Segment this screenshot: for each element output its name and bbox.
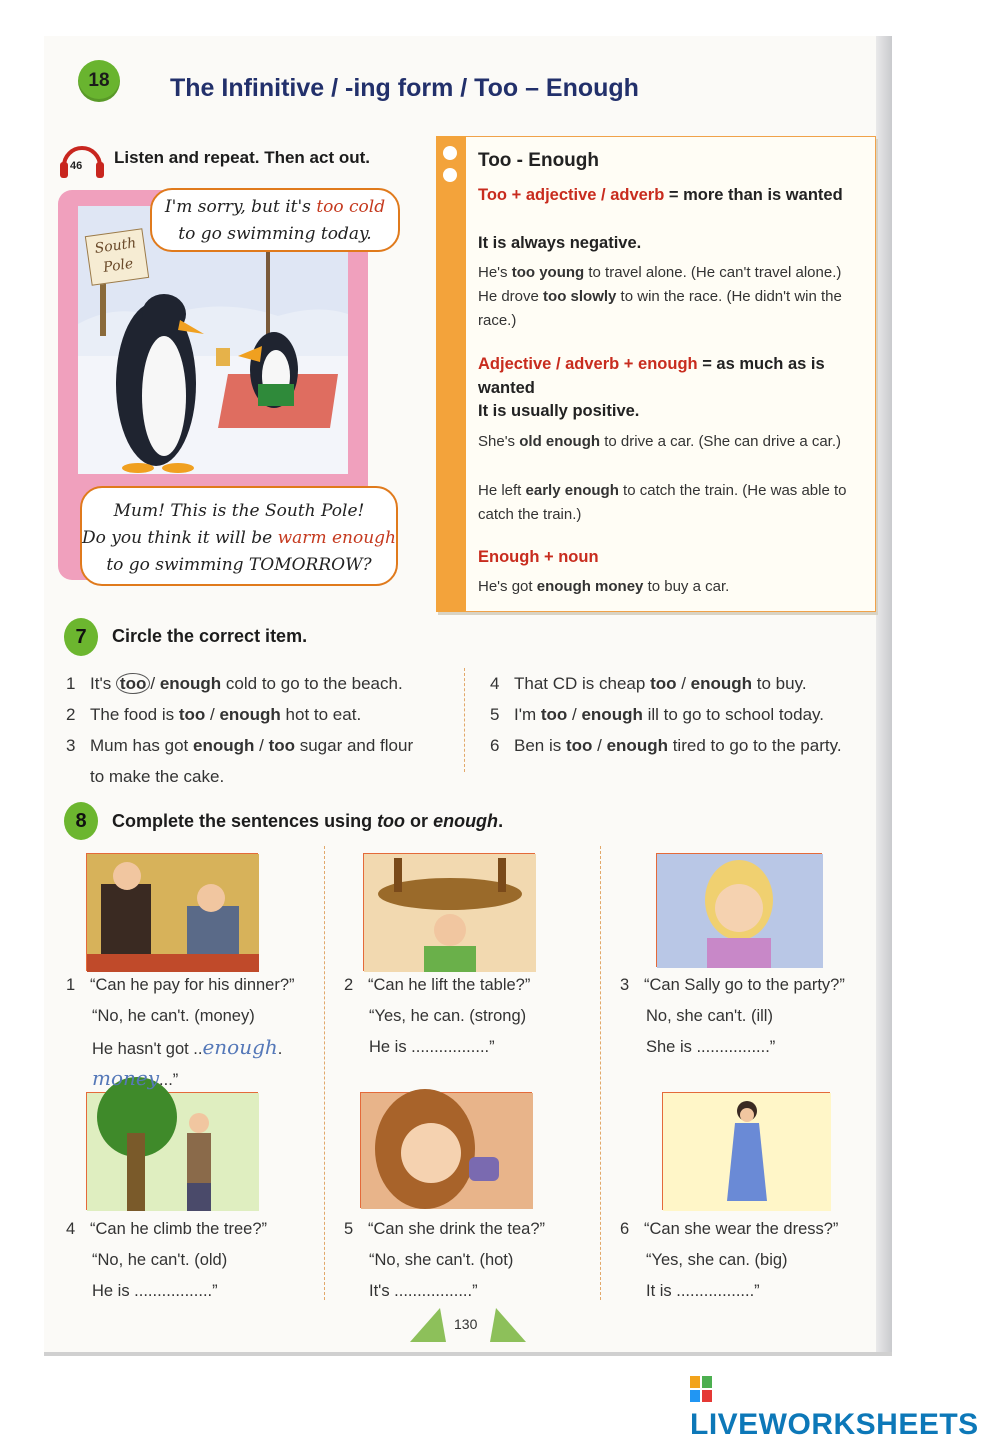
example-1: [478, 261, 870, 285]
sentence-text: He hasn't got ..: [92, 1040, 203, 1058]
ex7-item-5: [490, 699, 824, 730]
ex8-item-6-question: [620, 1214, 838, 1245]
ex8-item-3-question: [620, 970, 845, 1001]
item-number: 6: [620, 1220, 630, 1238]
waiter-picture: [86, 853, 258, 971]
option-too[interactable]: too: [540, 705, 568, 724]
question-text: “Can he pay for his dinner?”: [90, 976, 295, 994]
item-number: 5: [490, 705, 500, 724]
ex7-item-3-cont: to make the cake.: [90, 767, 225, 786]
ex8-item-5-question: [344, 1214, 545, 1245]
item-text: sugar and flour: [295, 736, 414, 755]
rule-too: [478, 183, 863, 207]
ex-text: He left: [478, 482, 526, 499]
speech-bubble-bottom: [80, 486, 398, 586]
table-lift-picture: [363, 853, 535, 971]
rule-enough: [478, 352, 863, 400]
question-text: “Can she drink the tea?”: [368, 1220, 546, 1238]
question-text: “Can he climb the tree?”: [90, 1220, 267, 1238]
title-italic: too: [377, 811, 406, 831]
bubble-bottom-line-3: to go swimming TOMORROW?: [106, 555, 372, 575]
ex-text: He drove: [478, 288, 544, 305]
item-text: hot to eat.: [280, 705, 362, 724]
south-pole-sign: [85, 228, 149, 286]
column-divider: [600, 846, 601, 1300]
item-number: 3: [620, 976, 630, 994]
title-text: or: [405, 811, 434, 831]
sign-line-2: Pole: [102, 255, 135, 276]
page-edge: [876, 36, 892, 1354]
item-text: Mum has got: [90, 736, 193, 755]
bubble-text: Do you think it will be: [82, 528, 278, 548]
unit-number-badge: [78, 60, 120, 102]
item-text: I'm: [514, 705, 541, 724]
bubble-highlight: warm enough: [277, 528, 396, 548]
item-number: 5: [344, 1220, 354, 1238]
column-divider: [464, 668, 465, 772]
item-number: 1: [66, 674, 76, 693]
item-text: The food is: [90, 705, 179, 724]
ex8-item-6-sentence[interactable]: It is .................”: [646, 1282, 760, 1300]
rule-enough-noun: Enough + noun: [478, 548, 599, 566]
ex8-item-5-answer: “No, she can't. (hot): [369, 1251, 514, 1269]
option-enough[interactable]: enough: [219, 705, 281, 724]
item-text: cold to go to the beach.: [221, 674, 403, 693]
ex-text: to catch the train. (He was able to catch the train.): [478, 482, 847, 523]
separator: /: [592, 736, 607, 755]
sick-girl-illustration: [657, 854, 823, 968]
page-bottom-edge: [44, 1352, 892, 1356]
exercise-8-badge: [64, 802, 98, 840]
ex7-item-3: [66, 730, 413, 761]
table-lift-illustration: [364, 854, 536, 972]
dress-girl-illustration: [663, 1093, 831, 1211]
ex8-item-2-sentence[interactable]: He is .................”: [369, 1038, 495, 1056]
ex-text: to travel alone. (He can't travel alone.): [584, 264, 842, 281]
bubble-top-line-2: to go swimming today.: [178, 224, 372, 244]
ex8-item-1-answer: “No, he can't. (money): [92, 1007, 255, 1025]
ex7-item-6: [490, 730, 842, 761]
item-text: It's: [90, 674, 116, 693]
ex8-item-1-sentence-cont: [92, 1063, 178, 1096]
separator: /: [567, 705, 582, 724]
ex-text: to win the race. (He didn't win the race.): [478, 288, 842, 329]
tea-girl-illustration: [361, 1093, 533, 1209]
logo-text: LIVEWORKSHEETS: [690, 1408, 979, 1441]
option-too[interactable]: too: [565, 736, 593, 755]
option-enough[interactable]: enough: [193, 736, 255, 755]
separator: /: [150, 674, 160, 693]
unit-title: The Infinitive / -ing form / Too – Enough: [170, 74, 639, 102]
ex-bold: too slowly: [543, 288, 617, 305]
sign-line-1: South: [93, 235, 138, 257]
ex-bold: early enough: [525, 482, 619, 499]
answer-field[interactable]: enough: [202, 1035, 278, 1059]
item-text: to buy.: [752, 674, 807, 693]
title-italic: enough: [433, 811, 499, 831]
question-text: “Can she wear the dress?”: [644, 1220, 839, 1238]
question-text: “Can he lift the table?”: [368, 976, 531, 994]
bubble-text: I'm sorry, but it's: [164, 197, 317, 217]
tea-girl-picture: [360, 1092, 532, 1208]
item-text: tired to go to the party.: [667, 736, 842, 755]
column-divider: [324, 846, 325, 1300]
rule-formula: Too + adjective / adverb: [478, 186, 665, 204]
option-too[interactable]: too: [178, 705, 206, 724]
title-text: .: [498, 811, 504, 831]
item-text: ill to go to school today.: [642, 705, 824, 724]
ex-text: to buy a car.: [643, 578, 730, 595]
ex8-item-1-question: [66, 970, 295, 1001]
option-too-circled[interactable]: too: [116, 673, 150, 694]
item-text: That CD is cheap: [514, 674, 651, 693]
example-2: [478, 285, 870, 333]
track-number: 46: [70, 160, 83, 172]
ex-text: He's: [478, 264, 512, 281]
ex8-item-3-answer: No, she can't. (ill): [646, 1007, 773, 1025]
speech-bubble-top: [150, 188, 400, 252]
rule-too-note: It is always negative.: [478, 234, 642, 252]
item-number: 6: [490, 736, 500, 755]
rule-enough-note: It is usually positive.: [478, 402, 640, 420]
liveworksheets-logo: [690, 1374, 1000, 1442]
waiter-illustration: [87, 854, 259, 972]
item-number: 4: [66, 1220, 76, 1238]
item-number: 4: [490, 674, 500, 693]
ex8-item-3-sentence[interactable]: She is ................”: [646, 1038, 776, 1056]
ex8-item-5-sentence[interactable]: It's .................”: [369, 1282, 478, 1300]
strip-dot: [443, 168, 457, 182]
rule-meaning: = as much as is wanted: [478, 355, 825, 397]
question-text: “Can Sally go to the party?”: [644, 976, 845, 994]
ex8-item-4-sentence[interactable]: He is .................”: [92, 1282, 218, 1300]
exercise-number: 8: [75, 809, 87, 832]
exercise-number: 7: [75, 625, 87, 648]
ex7-item-1: [66, 668, 403, 699]
separator: /: [205, 705, 220, 724]
item-number: 3: [66, 736, 76, 755]
ex8-item-6-answer: “Yes, she can. (big): [646, 1251, 788, 1269]
option-enough[interactable]: enough: [606, 736, 668, 755]
strip-dot: [443, 146, 457, 160]
example-3: [478, 430, 870, 454]
separator: /: [254, 736, 269, 755]
option-enough[interactable]: enough: [581, 705, 643, 724]
example-4: [478, 479, 870, 527]
ex-text: He's got: [478, 578, 537, 595]
ex8-item-2-question: [344, 970, 530, 1001]
separator: /: [676, 674, 691, 693]
option-too[interactable]: too: [268, 736, 295, 755]
ex-bold: old enough: [519, 433, 601, 450]
rule-formula: Adjective / adverb + enough: [478, 355, 698, 373]
ex-bold: enough money: [536, 578, 644, 595]
grammar-box-strip: [436, 136, 466, 612]
exercise-7-badge: [64, 618, 98, 656]
ex8-item-1-sentence: [92, 1032, 282, 1065]
ex8-item-4-question: [66, 1214, 267, 1245]
item-number: 2: [344, 976, 354, 994]
ex8-item-4-answer: “No, he can't. (old): [92, 1251, 228, 1269]
option-enough[interactable]: enough: [159, 674, 222, 693]
liveworksheets-mark-icon: [690, 1376, 712, 1402]
answer-field[interactable]: money: [92, 1066, 160, 1090]
option-too[interactable]: too: [650, 674, 677, 693]
unit-number: 18: [88, 70, 110, 91]
exercise-7-title: Circle the correct item.: [112, 626, 308, 646]
item-number: 2: [66, 705, 76, 724]
old-man-tree-picture: [86, 1092, 258, 1210]
sentence-text: ...”: [159, 1071, 179, 1089]
sentence-text: .: [277, 1040, 283, 1058]
title-text: Complete the sentences using: [112, 811, 378, 831]
bubble-top-line-1: [152, 194, 398, 221]
ex-bold: too young: [511, 264, 585, 281]
grammar-title: Too - Enough: [478, 150, 599, 171]
bubble-bottom-line-1: Mum! This is the South Pole!: [113, 501, 365, 521]
ex7-item-4: [490, 668, 807, 699]
dress-girl-picture: [662, 1092, 830, 1210]
ex-text: to drive a car. (She can drive a car.): [600, 433, 842, 450]
exercise-8-title: [112, 811, 503, 832]
item-number: 1: [66, 976, 76, 994]
page-number-tab: [410, 1306, 526, 1342]
sick-girl-picture: [656, 853, 822, 967]
rule-meaning: = more than is wanted: [664, 186, 843, 204]
ex7-item-2: [66, 699, 361, 730]
example-5: [478, 575, 870, 599]
bubble-bottom-line-2: [82, 525, 396, 552]
option-enough[interactable]: enough: [690, 674, 753, 693]
ex8-item-2-answer: “Yes, he can. (strong): [369, 1007, 527, 1025]
old-man-tree-illustration: [87, 1093, 259, 1211]
page-number: 130: [454, 1316, 478, 1332]
item-text: Ben is: [514, 736, 566, 755]
bubble-highlight: too cold: [316, 197, 386, 217]
listen-instruction: Listen and repeat. Then act out.: [114, 148, 370, 167]
ex-text: She's: [478, 433, 520, 450]
